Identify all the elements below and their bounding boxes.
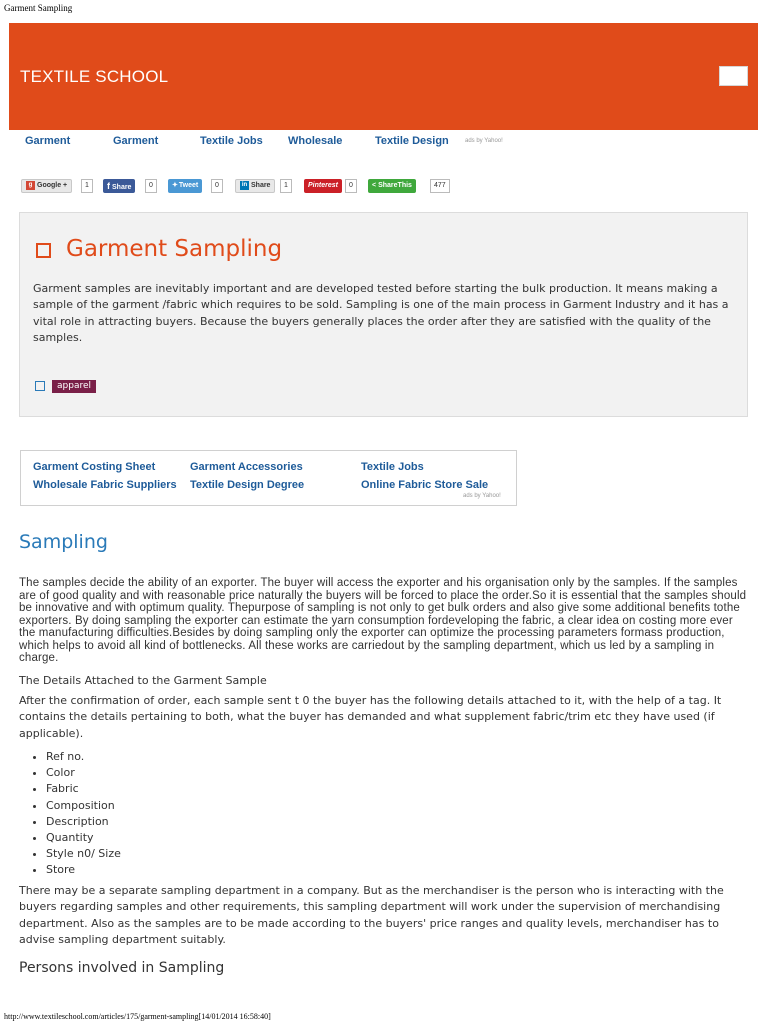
google-plus-button[interactable] — [21, 179, 72, 193]
ad-link-textile-jobs[interactable]: Textile Jobs — [361, 461, 424, 473]
ad-link-garment-costing-sheet[interactable]: Garment Costing Sheet — [33, 461, 156, 473]
paragraph-sampling-intro: The samples decide the ability of an exporter. The buyer will access the exporter and his organisation only by the samples. If the samples are of good quality and with reasonable price naturally the buyers will be forced to place the order.So it is essential that the samples should be innovative and with optimum quality. Thepurpose of sampling is not only to get bulk orders and also give some additional benefits tothe exporters. By doing sampling the exporter can estimate the yarn consumption fordeveloping the fabric, a clear idea on costing more ever the manufacturing difficulties.Besides by doing sampling only the exporter can optimize the processing parameters formass production, which helps to avoid all kind of bottlenecks. All these works are carriedout by the sampling department, which us led by a sampling in charge. — [19, 577, 747, 664]
subheading-persons-involved: Persons involved in Sampling — [19, 960, 225, 976]
ad-link-wholesale-fabric-suppliers[interactable]: Wholesale Fabric Suppliers — [33, 479, 177, 491]
sharethis-icon: < — [372, 182, 377, 189]
list-item: • Color — [46, 765, 121, 781]
linkedin-share-label: Share — [251, 182, 271, 189]
menu-toggle-button[interactable] — [719, 66, 748, 86]
ads-by-yahoo-label[interactable]: ads by Yahoo! — [465, 138, 503, 144]
twitter-tweet-count: 0 — [211, 179, 223, 193]
sharethis-count: 477 — [430, 179, 450, 193]
sponsored-links-box — [20, 450, 517, 506]
nav-link-garment-2[interactable]: Garment — [113, 135, 159, 147]
list-item: • Fabric — [46, 781, 121, 797]
article-intro: Garment samples are inevitably important and are developed tested before starting the bulk production. It means making a sample of the garment /fabric which requires to be sold. Sampling is one of the main process in Garment Industry and it has a vital role in attracting buyers. Because the buyers generally places the order after they are satisfied with the quality of the samples. — [33, 282, 729, 345]
list-item: • Quantity — [46, 830, 121, 846]
facebook-share-label: Share — [112, 184, 132, 191]
twitter-tweet-label: Tweet — [178, 182, 199, 189]
subheading-details-attached: The Details Attached to the Garment Sample — [19, 674, 267, 687]
twitter-bird-icon: ✦ — [172, 182, 178, 189]
tag-square-icon — [35, 381, 45, 391]
linkedin-icon: in — [241, 181, 248, 188]
facebook-share-count: 0 — [145, 179, 157, 193]
nav-link-textile-design[interactable]: Textile Design — [375, 135, 449, 147]
site-header — [9, 23, 758, 130]
ad-link-garment-accessories[interactable]: Garment Accessories — [190, 461, 303, 473]
nav-link-garment-1[interactable]: Garment — [25, 135, 71, 147]
google-plus-label: Google + — [37, 182, 68, 189]
list-item: • Store — [46, 862, 121, 878]
pinterest-button[interactable]: Pinterest — [304, 179, 342, 193]
list-item: • Ref no. — [46, 749, 121, 765]
linkedin-share-button[interactable] — [235, 179, 275, 193]
print-page-title: Garment Sampling — [4, 3, 73, 13]
list-item: • Style n0/ Size — [46, 846, 121, 862]
nav-link-wholesale[interactable]: Wholesale — [288, 135, 343, 147]
paragraph-details: After the confirmation of order, each sample sent t 0 the buyer has the following details attached to it, with the help of a tag. It contains the details pertaining to both, what the buyer has demanded and what supplement fabric/trim etc they have used (if applicable). — [19, 694, 722, 740]
pinterest-count: 0 — [345, 179, 357, 193]
details-list — [29, 749, 121, 879]
tag-apparel[interactable]: apparel — [52, 380, 96, 393]
sharethis-button[interactable] — [368, 179, 416, 193]
sharethis-label: ShareThis — [378, 182, 412, 189]
facebook-icon: f — [107, 181, 110, 191]
list-item: • Composition — [46, 798, 121, 814]
article-summary-box — [19, 212, 748, 417]
google-plus-count: 1 — [81, 179, 93, 193]
list-item: • Description — [46, 814, 121, 830]
google-plus-icon: g — [26, 181, 35, 190]
paragraph-sampling-department: There may be a separate sampling department in a company. But as the merchandiser is the person who is interacting with the buyers regarding samples and other requirements, this sampling department will work under the supervision of merchandising department. Also as the samples are to be made according to the buyers' price ranges and quality levels, merchandiser has to advise sampling department suitably. — [19, 884, 724, 946]
article-title: Garment Sampling — [66, 236, 283, 262]
linkedin-share-count: 1 — [280, 179, 292, 193]
nav-link-textile-jobs[interactable]: Textile Jobs — [200, 135, 263, 147]
facebook-share-button[interactable] — [103, 179, 135, 193]
ad-link-textile-design-degree[interactable]: Textile Design Degree — [190, 479, 305, 491]
title-square-icon — [36, 243, 51, 258]
twitter-tweet-button[interactable] — [168, 179, 202, 193]
site-title[interactable]: TEXTILE SCHOOL — [20, 67, 169, 86]
ad-box-ads-by-yahoo[interactable]: ads by Yahoo! — [463, 493, 501, 499]
section-heading-sampling: Sampling — [19, 531, 108, 553]
print-footer-url: http://www.textileschool.com/articles/175/garment-sampling[14/01/2014 16:58:40] — [4, 1012, 271, 1021]
ad-link-online-fabric-store-sale[interactable]: Online Fabric Store Sale — [361, 479, 489, 491]
